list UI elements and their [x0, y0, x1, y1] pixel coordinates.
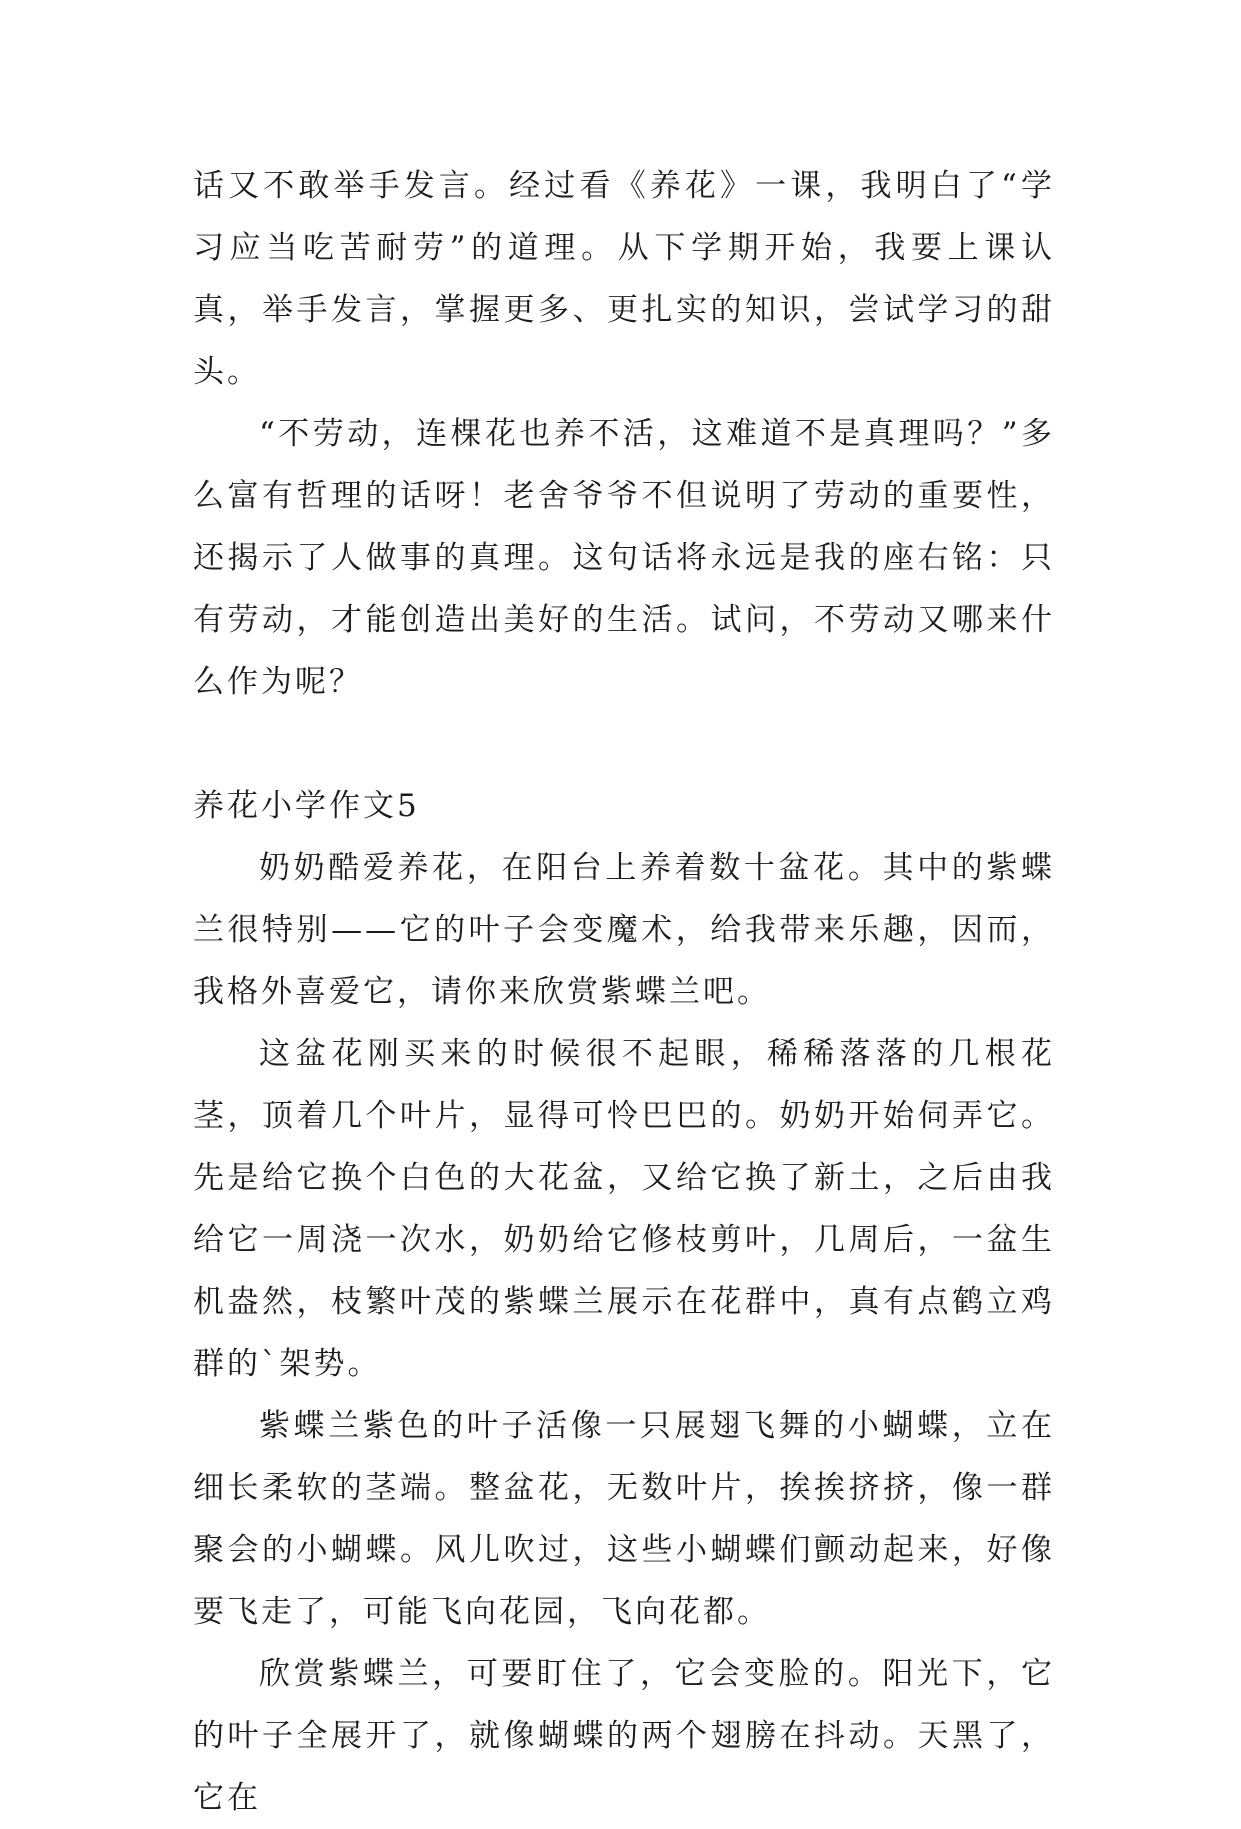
section-title: 养花小学作文5: [193, 788, 420, 824]
paragraph-leaves: 紫蝶兰紫色的叶子活像一只展翅飞舞的小蝴蝶，立在细长柔软的茎端。整盆花，无数叶片，挨挨挤挤，像一群聚会的小蝴蝶。风儿吹过，这些小蝴蝶们颤动起来，好像要飞走了，可能飞向花园，飞向花都。: [193, 1408, 1055, 1630]
paragraph-quote: “不劳动，连棵花也养不活，这难道不是真理吗？”多么富有哲理的话呀！老舍爷爷不但说明了劳动的重要性，还揭示了人做事的真理。这句话将永远是我的座右铭：只有劳动，才能创造出美好的生活。试问，不劳动又哪来什么作为呢？: [193, 416, 1055, 700]
paragraph-change: 欣赏紫蝶兰，可要盯住了，它会变脸的。阳光下，它的叶子全展开了，就像蝴蝶的两个翅膀在抖动。天黑了，它在: [193, 1656, 1055, 1816]
paragraph-care: 这盆花刚买来的时候很不起眼，稀稀落落的几根花茎，顶着几个叶片，显得可怜巴巴的。奶奶开始伺弄它。先是给它换个白色的大花盆，又给它换了新土，之后由我给它一周浇一次水，奶奶给它修枝剪叶，几周后，一盆生机盎然，枝繁叶茂的紫蝶兰展示在花群中，真有点鹤立鸡群的`架势。: [193, 1036, 1055, 1382]
paragraph-continuation: 话又不敢举手发言。经过看《养花》一课，我明白了“学习应当吃苦耐劳”的道理。从下学期开始，我要上课认真，举手发言，掌握更多、更扎实的知识，尝试学习的甜头。: [193, 168, 1055, 390]
document-body: [193, 155, 1055, 1829]
paragraph-intro: 奶奶酷爱养花，在阳台上养着数十盆花。其中的紫蝶兰很特别——它的叶子会变魔术，给我带来乐趣，因而，我格外喜爱它，请你来欣赏紫蝶兰吧。: [193, 850, 1055, 1010]
